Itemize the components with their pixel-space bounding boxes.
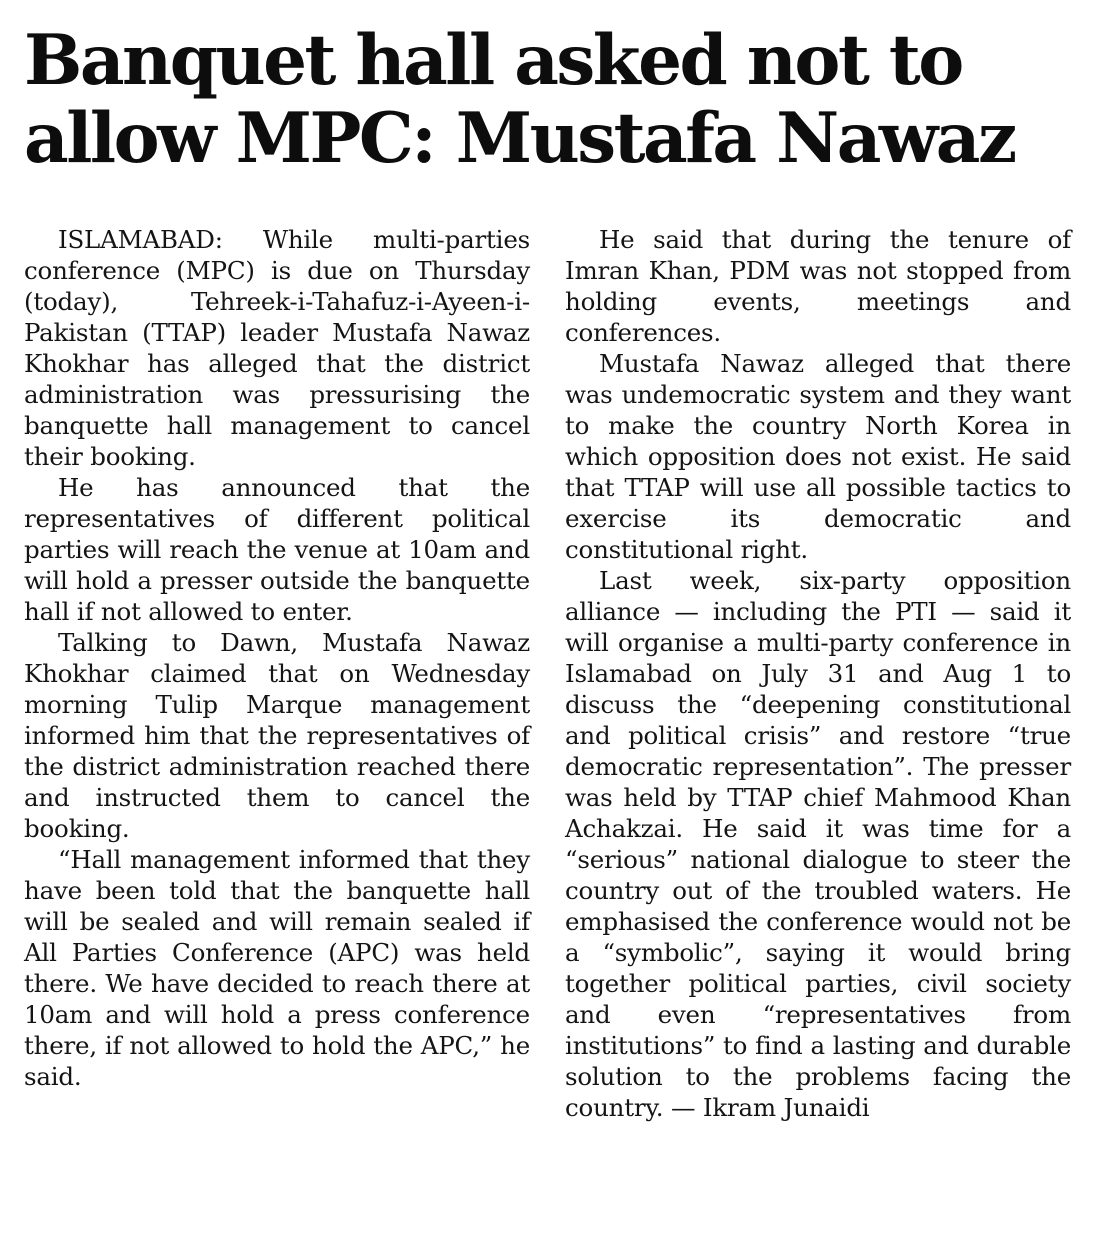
article-paragraph: He has announced that the representatives of different political parties will reach the venue at 10am and will hold a presser outside the banquette hall if not allowed to enter. xyxy=(24,473,530,626)
article-column-right xyxy=(565,224,1071,1123)
headline-line-1: Banquet hall asked not to xyxy=(24,20,962,101)
dateline: ISLAMABAD: xyxy=(58,225,223,254)
article-paragraph: Talking to Dawn, Mustafa Nawaz Khokhar claimed that on Wednesday morning Tulip Marque management informed him that the representatives of the district administration reached there and instructed them to cancel the booking. xyxy=(24,628,530,843)
article-paragraph xyxy=(24,224,530,472)
headline xyxy=(24,22,1074,178)
article-paragraph: “Hall management informed that they have been told that the banquette hall will be sealed and will remain sealed if All Parties Conference (APC) was held there. We have decided to reach there at 10am and will hold a press conference there, if not allowed to hold the APC,” he said. xyxy=(24,845,530,1091)
paragraph-text: While multi-parties conference (MPC) is due on Thursday (today), Tehreek-i-Tahafuz-i-Ayeen-i-Pakistan (TTAP) leader Mustafa Nawaz Khokhar has alleged that the district administration was pressurising the banquette hall management to cancel their booking. xyxy=(24,225,530,471)
headline-line-2: allow MPC: Mustafa Nawaz xyxy=(24,98,1015,179)
article-paragraph: Mustafa Nawaz alleged that there was undemocratic system and they want to make the country North Korea in which opposition does not exist. He said that TTAP will use all possible tactics to exercise its democratic and constitutional right. xyxy=(565,349,1071,564)
article-paragraph: He said that during the tenure of Imran Khan, PDM was not stopped from holding events, meetings and conferences. xyxy=(565,225,1071,347)
article-column-left xyxy=(24,224,530,1092)
article-paragraph: Last week, six-party opposition alliance — including the PTI — said it will organise a multi-party conference in Islamabad on July 31 and Aug 1 to discuss the “deepening constitutional and political crisis” and restore “true democratic representation”. The presser was held by TTAP chief Mahmood Khan Achakzai. He said it was time for a “serious” national dialogue to steer the country out of the troubled waters. He emphasised the conference would not be a “symbolic”, saying it would bring together political parties, civil society and even “representatives from institutions” to find a lasting and durable solution to the problems facing the country. — Ikram Junaidi xyxy=(565,566,1071,1122)
